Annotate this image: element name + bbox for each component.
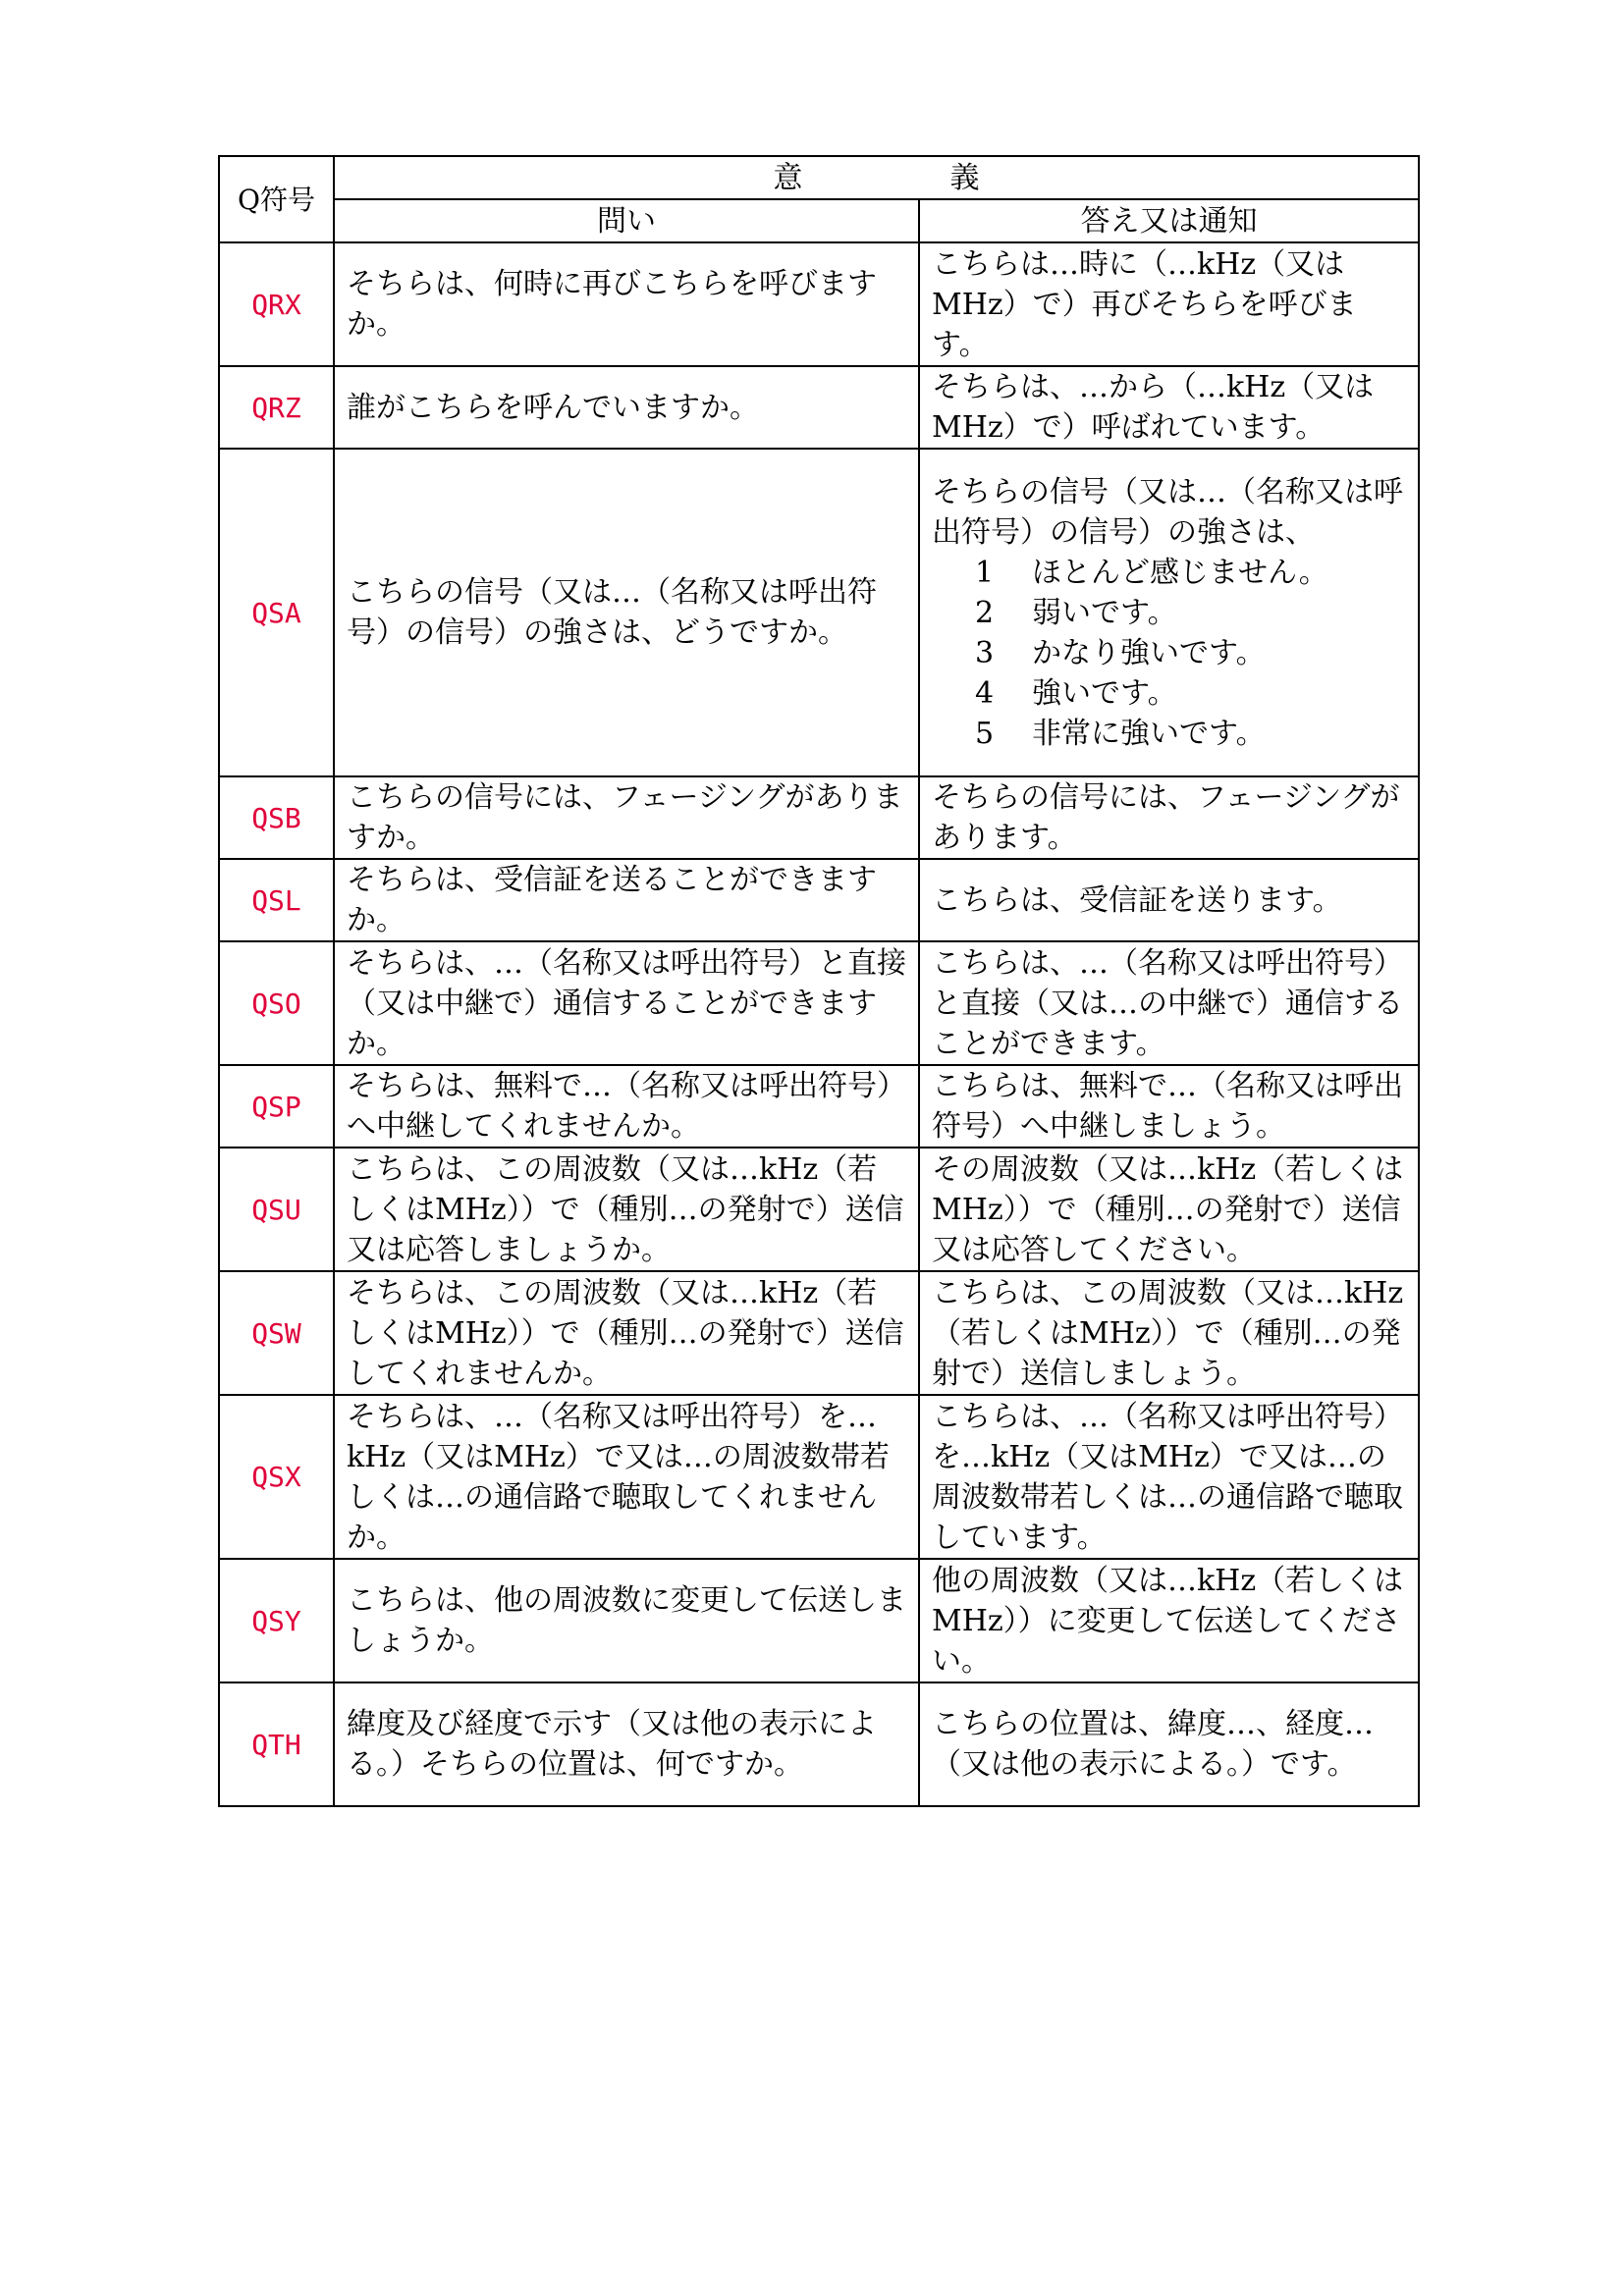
header-code: Q符号	[219, 156, 334, 242]
question-cell: そちらは、…（名称又は呼出符号）と直接（又は中継で）通信することができますか。	[334, 941, 919, 1065]
answer-cell: そちらの信号には、フェージングがあります。	[919, 776, 1419, 859]
q-code: QSO	[219, 941, 334, 1065]
scale-text: かなり強いです。	[1032, 635, 1266, 670]
scale-number: 4	[975, 675, 995, 711]
answer-cell: こちらは、この周波数（又は…kHz（若しくはMHz））で（種別…の発射で）送信しましょう。	[919, 1271, 1419, 1395]
scale-number: 5	[975, 716, 995, 751]
table-subheader-row	[219, 199, 1419, 242]
table-header-row	[219, 156, 1419, 199]
scale-text: 強いです。	[1032, 675, 1177, 711]
answer-cell: こちらは、無料で…（名称又は呼出符号）へ中継しましょう。	[919, 1065, 1419, 1148]
question-cell: そちらは、受信証を送ることができますか。	[334, 859, 919, 941]
q-code-table	[218, 155, 1420, 1807]
answer-cell: 他の周波数（又は…kHz（若しくはMHz））に変更して伝送してください。	[919, 1559, 1419, 1682]
table-row	[219, 1395, 1419, 1559]
signal-strength-scale	[932, 553, 1406, 754]
question-cell: こちらは、この周波数（又は…kHz（若しくはMHz））で（種別…の発射で）送信又は応答しましょうか。	[334, 1148, 919, 1271]
answer-cell	[919, 449, 1419, 776]
q-code: QSU	[219, 1148, 334, 1271]
list-item	[975, 633, 1406, 673]
list-item	[975, 593, 1406, 633]
table-row	[219, 1271, 1419, 1395]
answer-cell: こちらは、…（名称又は呼出符号）と直接（又は…の中継で）通信することができます。	[919, 941, 1419, 1065]
question-cell: こちらの信号（又は…（名称又は呼出符号）の信号）の強さは、どうですか。	[334, 449, 919, 776]
table-row	[219, 1148, 1419, 1271]
q-code: QSB	[219, 776, 334, 859]
table-row	[219, 366, 1419, 449]
table-row	[219, 1065, 1419, 1148]
question-cell: 緯度及び経度で示す（又は他の表示による。）そちらの位置は、何ですか。	[334, 1682, 919, 1806]
answer-cell: その周波数（又は…kHz（若しくはMHz））で（種別…の発射で）送信又は応答してください。	[919, 1148, 1419, 1271]
table-row	[219, 1682, 1419, 1806]
header-meaning-char-1: 意	[773, 160, 803, 195]
table-row	[219, 859, 1419, 941]
question-cell: そちらは、この周波数（又は…kHz（若しくはMHz））で（種別…の発射で）送信してくれませんか。	[334, 1271, 919, 1395]
question-cell: そちらは、…（名称又は呼出符号）を…kHz（又はMHz）で又は…の周波数帯若しくは…の通信路で聴取してくれませんか。	[334, 1395, 919, 1559]
question-cell: そちらは、何時に再びこちらを呼びますか。	[334, 242, 919, 366]
list-item	[975, 714, 1406, 754]
question-cell: 誰がこちらを呼んでいますか。	[334, 366, 919, 449]
scale-number: 3	[975, 635, 995, 670]
scale-text: 非常に強いです。	[1032, 716, 1266, 751]
answer-cell: こちらは、受信証を送ります。	[919, 859, 1419, 941]
scale-number: 2	[975, 595, 995, 630]
question-cell: こちらの信号には、フェージングがありますか。	[334, 776, 919, 859]
q-code: QSA	[219, 449, 334, 776]
header-answer: 答え又は通知	[919, 199, 1419, 242]
scale-text: 弱いです。	[1032, 595, 1177, 630]
scale-text: ほとんど感じません。	[1032, 555, 1328, 590]
q-code: QSW	[219, 1271, 334, 1395]
list-item	[975, 553, 1406, 593]
q-code: QRZ	[219, 366, 334, 449]
answer-cell: こちらは…時に（…kHz（又はMHz）で）再びそちらを呼びます。	[919, 242, 1419, 366]
table-row	[219, 1559, 1419, 1682]
table-row	[219, 449, 1419, 776]
q-code: QSP	[219, 1065, 334, 1148]
header-meaning-char-2: 義	[949, 160, 980, 195]
table-row	[219, 776, 1419, 859]
table-row	[219, 941, 1419, 1065]
answer-cell: そちらは、…から（…kHz（又はMHz）で）呼ばれています。	[919, 366, 1419, 449]
q-code: QSL	[219, 859, 334, 941]
header-meaning	[334, 156, 1419, 199]
question-cell: こちらは、他の周波数に変更して伝送しましょうか。	[334, 1559, 919, 1682]
q-code: QTH	[219, 1682, 334, 1806]
q-code: QSX	[219, 1395, 334, 1559]
scale-number: 1	[975, 555, 995, 590]
answer-intro: そちらの信号（又は…（名称又は呼出符号）の信号）の強さは、	[932, 474, 1403, 550]
header-question: 問い	[334, 199, 919, 242]
table-row	[219, 242, 1419, 366]
list-item	[975, 673, 1406, 714]
q-code: QSY	[219, 1559, 334, 1682]
question-cell: そちらは、無料で…（名称又は呼出符号）へ中継してくれませんか。	[334, 1065, 919, 1148]
answer-cell: こちらは、…（名称又は呼出符号）を…kHz（又はMHz）で又は…の周波数帯若しくは…の通信路で聴取しています。	[919, 1395, 1419, 1559]
answer-cell: こちらの位置は、緯度…、経度…（又は他の表示による。）です。	[919, 1682, 1419, 1806]
q-code: QRX	[219, 242, 334, 366]
